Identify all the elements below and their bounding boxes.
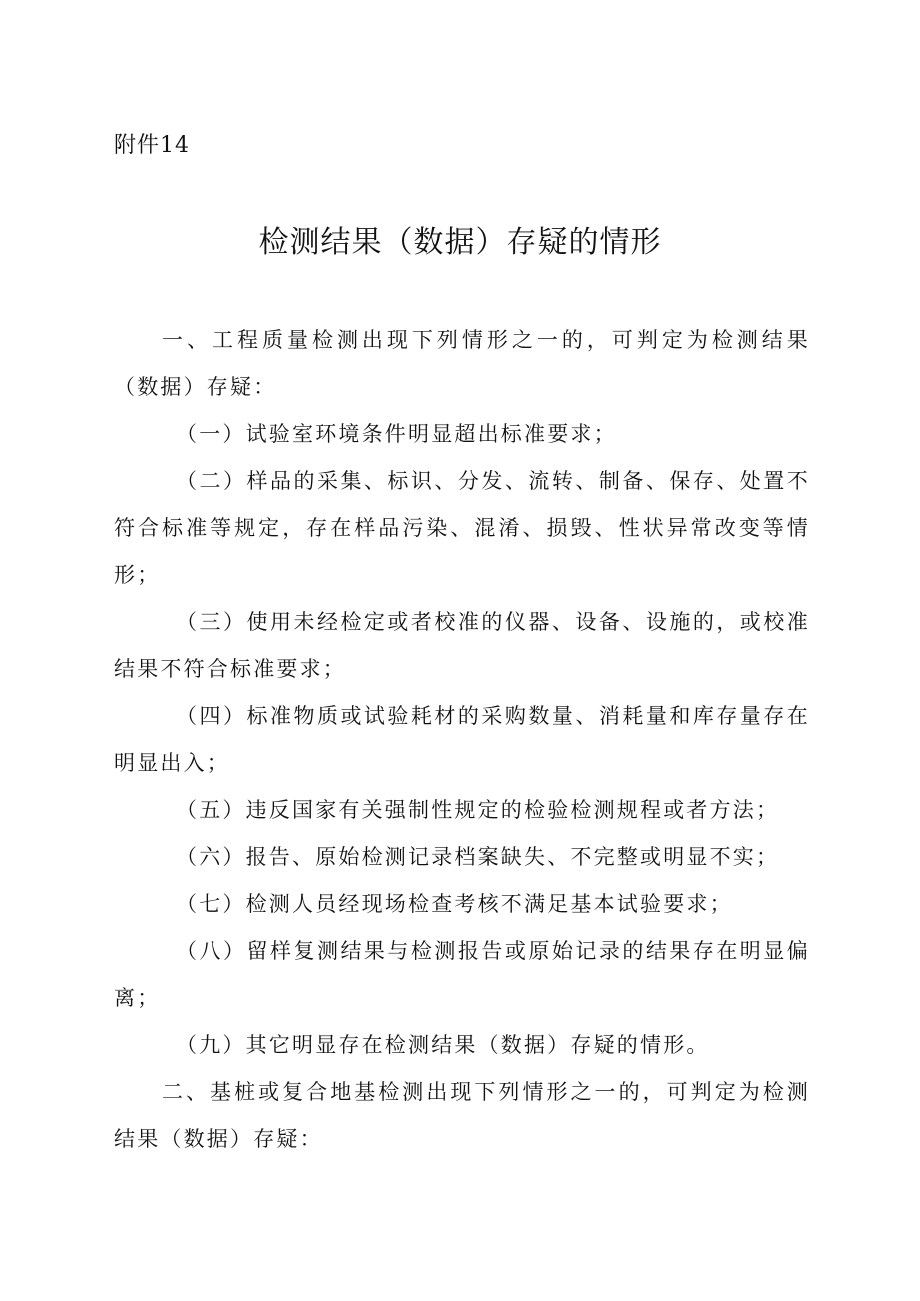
attachment-label: 附件14 <box>114 133 190 158</box>
list-item-1: （一）试验室环境条件明显超出标准要求； <box>176 422 617 446</box>
list-item-8: （八）留样复测结果与检测报告或原始记录的结果存在明显偏离； <box>114 939 810 1010</box>
document-body <box>114 317 810 1163</box>
section-one-heading: 一、工程质量检测出现下列情形之一的，可判定为检测结果（数据）存疑： <box>114 328 810 399</box>
list-item-5: （五）违反国家有关强制性规定的检验检测规程或者方法； <box>176 798 780 822</box>
document-title: 检测结果（数据）存疑的情形 <box>258 225 662 260</box>
section-two-heading: 二、基桩或复合地基检测出现下列情形之一的，可判定为检测结果（数据）存疑： <box>114 1080 810 1151</box>
list-item-6: （六）报告、原始检测记录档案缺失、不完整或明显不实； <box>176 845 780 869</box>
list-item-9: （九）其它明显存在检测结果（数据）存疑的情形。 <box>176 1033 710 1057</box>
list-item-4: （四）标准物质或试验耗材的采购数量、消耗量和库存量存在明显出入； <box>114 704 810 775</box>
list-item-2: （二）样品的采集、标识、分发、流转、制备、保存、处置不符合标准等规定，存在样品污染、混淆、损毁、性状异常改变等情形； <box>114 469 810 587</box>
list-item-7: （七）检测人员经现场检查考核不满足基本试验要求； <box>176 892 733 916</box>
list-item-3: （三）使用未经检定或者校准的仪器、设备、设施的，或校准结果不符合标准要求； <box>114 610 810 681</box>
